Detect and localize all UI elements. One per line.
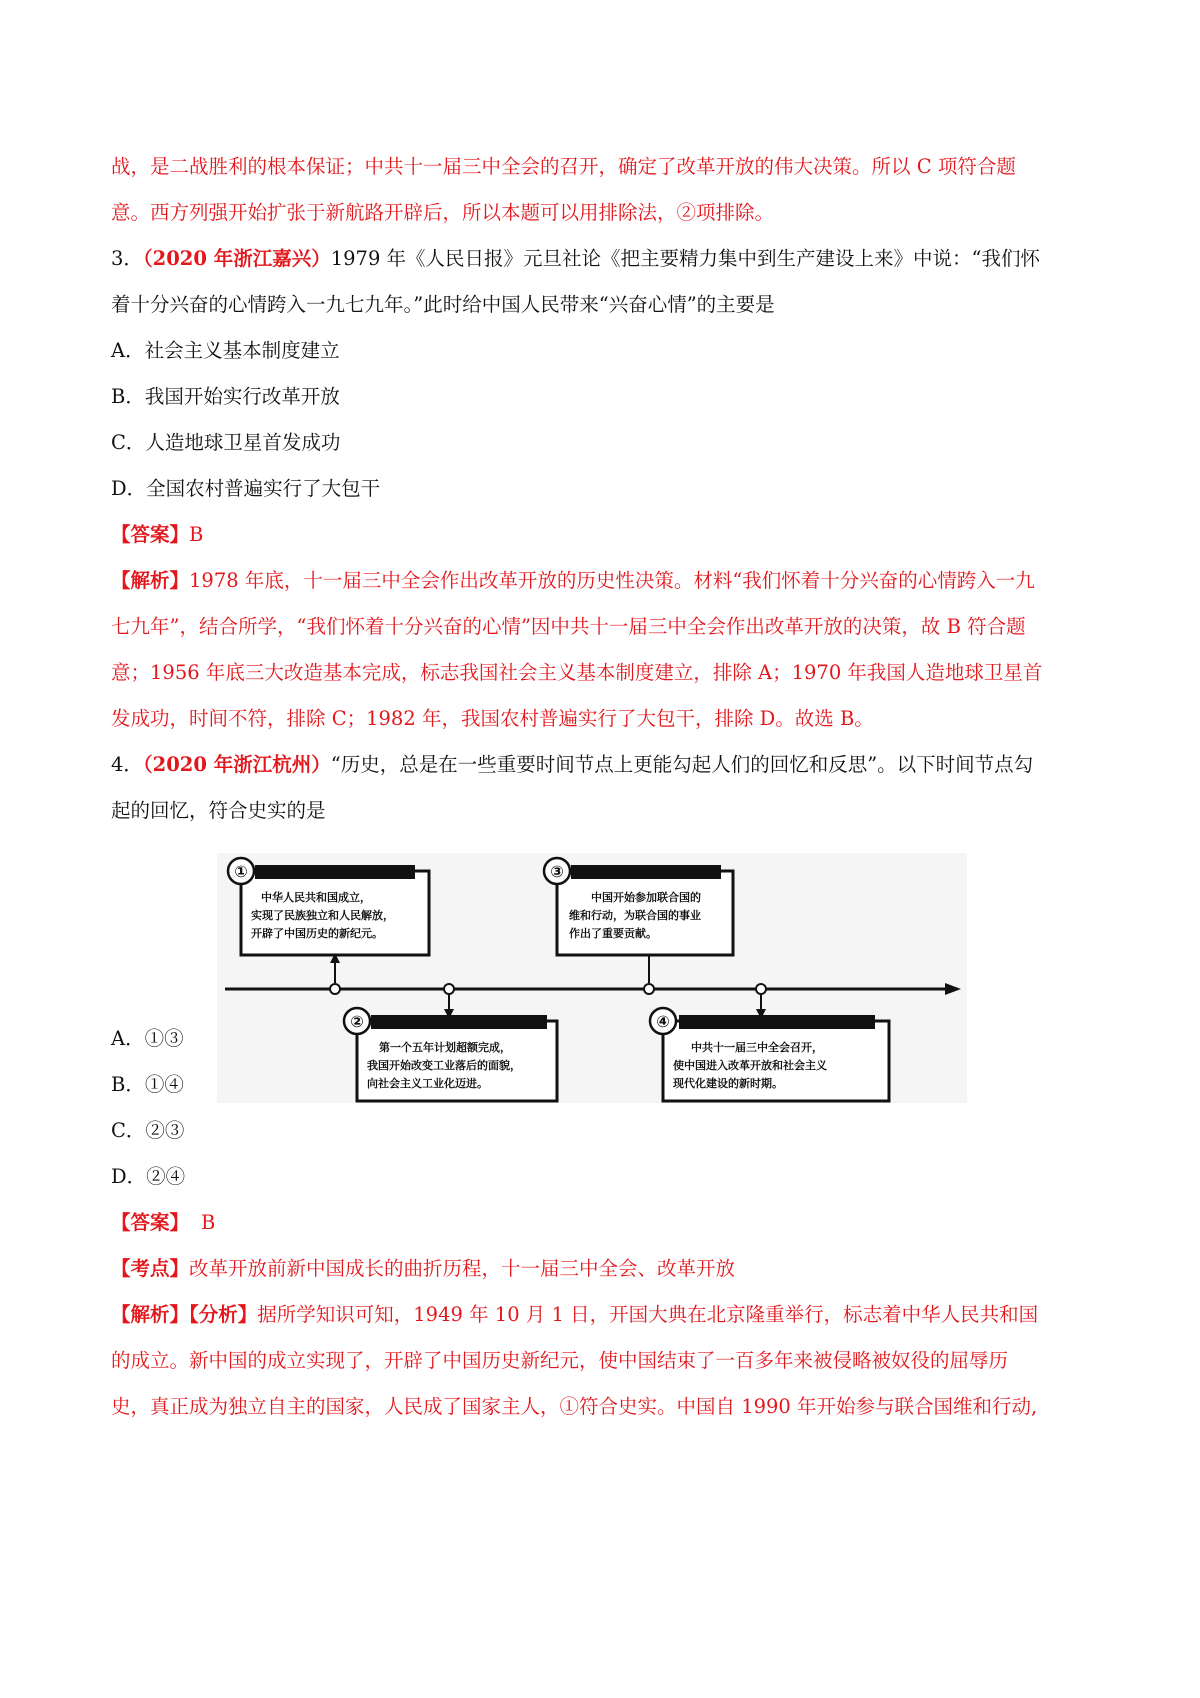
- q3-option-a: A．社会主义基本制度建立: [111, 339, 340, 362]
- q3-analysis-line-4: 发成功，时间不符，排除 C；1982 年，我国农村普遍实行了大包干，排除 D。故选 B。: [111, 707, 874, 730]
- q3-analysis-line-3: 意；1956 年底三大改造基本完成，标志我国社会主义基本制度建立，排除 A；1970 年我国人造地球卫星首: [111, 661, 1043, 684]
- q4-kaodian: [111, 1254, 735, 1284]
- q3-analysis-label: 【解析】: [111, 569, 190, 592]
- node-3-number: ③: [550, 862, 564, 881]
- node-1-number: ①: [234, 862, 248, 881]
- node-3-line-2: 维和行动，为联合国的事业: [569, 909, 701, 922]
- q3-stem-line-1: [111, 244, 1040, 274]
- q3-answer-label: 【答案】: [111, 523, 190, 546]
- q3-option-b: B．我国开始实行改革开放: [111, 385, 340, 408]
- q3-number: 3．: [111, 247, 143, 270]
- node-4-header-bar: [679, 1015, 875, 1029]
- node-1-line-2: 实现了民族独立和人民解放，: [251, 909, 394, 922]
- q4-number: 4．: [111, 753, 143, 776]
- q4-source: （2020 年浙江杭州）: [142, 753, 331, 776]
- node-4-marker: [756, 984, 766, 994]
- node-2-line-3: 向社会主义工业化迈进。: [367, 1077, 488, 1090]
- q3-source: （2020 年浙江嘉兴）: [142, 247, 331, 270]
- timeline-node-4: [650, 984, 889, 1101]
- node-2-line-1: 第一个五年计划超额完成，: [379, 1041, 511, 1054]
- node-1-line-3: 开辟了中国历史的新纪元。: [251, 927, 383, 940]
- timeline-figure: [217, 853, 967, 1103]
- timeline-node-1: [228, 858, 429, 994]
- node-4-line-1: 中共十一届三中全会召开，: [691, 1041, 823, 1054]
- q3-option-d: D．全国农村普遍实行了大包干: [111, 477, 381, 500]
- node-3-line-3: 作出了重要贡献。: [569, 927, 657, 940]
- q4-analysis-line-2: 的成立。新中国的成立实现了，开辟了中国历史新纪元，使中国结束了一百多年来被侵略被奴役的屈辱历: [111, 1349, 1009, 1372]
- q4-kaodian-label: 【考点】: [111, 1257, 190, 1280]
- node-2-line-2: 我国开始改变工业落后的面貌，: [367, 1059, 521, 1072]
- q4-analysis-label: 【解析】【分析】: [111, 1303, 258, 1326]
- node-1-header-bar: [255, 865, 415, 879]
- q4-answer-label: 【答案】: [111, 1211, 190, 1234]
- q3-stem-line-2: 着十分兴奋的心情跨入一九七九年。”此时给中国人民带来“兴奋心情”的主要是: [111, 293, 775, 316]
- q3-analysis-line-1: [111, 566, 1035, 596]
- node-2-header-bar: [371, 1015, 547, 1029]
- q4-analysis-line-1: [111, 1300, 1038, 1330]
- q4-stem-line-2: 起的回忆，符合史实的是: [111, 799, 326, 822]
- node-2-marker: [444, 984, 454, 994]
- q3-option-c: C．人造地球卫星首发成功: [111, 431, 341, 454]
- node-4-line-3: 现代化建设的新时期。: [673, 1077, 783, 1090]
- q4-option-d: D．②④: [111, 1165, 186, 1188]
- q4-kaodian-text: 改革开放前新中国成长的曲折历程，十一届三中全会、改革开放: [189, 1257, 736, 1280]
- node-4-line-2: 使中国进入改革开放和社会主义: [673, 1059, 827, 1072]
- q4-analysis-text-1: 据所学知识可知，1949 年 10 月 1 日，开国大典在北京隆重举行，标志着中华人民共和国: [257, 1303, 1039, 1326]
- q3-analysis-text-1: 1978 年底，十一届三中全会作出改革开放的历史性决策。材料“我们怀着十分兴奋的心情跨入一九: [189, 569, 1035, 592]
- q4-option-c: C．②③: [111, 1119, 185, 1142]
- q4-option-b: B．①④: [111, 1073, 184, 1096]
- prev-analysis-line-1: 战，是二战胜利的根本保证；中共十一届三中全会的召开，确定了改革开放的伟大决策。所以 C 项符合题: [111, 155, 1016, 178]
- q3-analysis-line-2: 七九年”，结合所学，“我们怀着十分兴奋的心情”因中共十一届三中全会作出改革开放的决策，故 B 符合题: [111, 615, 1026, 638]
- q4-answer-value: B: [201, 1211, 216, 1234]
- q3-answer-value: B: [189, 523, 204, 546]
- node-4-number: ④: [656, 1012, 670, 1031]
- q3-answer: [111, 520, 203, 550]
- node-1-marker: [330, 984, 340, 994]
- node-1-line-1: 中华人民共和国成立，: [261, 891, 371, 904]
- node-3-header-bar: [571, 865, 721, 879]
- timeline-svg: [217, 853, 967, 1103]
- timeline-arrow-icon: [945, 983, 961, 995]
- q4-stem-text-1: “历史，总是在一些重要时间节点上更能勾起人们的回忆和反思”。以下时间节点勾: [330, 753, 1034, 776]
- node-3-line-1: 中国开始参加联合国的: [591, 891, 701, 904]
- timeline-node-3: [544, 858, 733, 994]
- q4-answer: [111, 1208, 215, 1238]
- node-2-number: ②: [350, 1012, 364, 1031]
- q3-stem-text-1: 1979 年《人民日报》元旦社论《把主要精力集中到生产建设上来》中说：“我们怀: [330, 247, 1041, 270]
- node-3-marker: [644, 984, 654, 994]
- q4-option-a: A．①③: [111, 1027, 184, 1050]
- q4-analysis-line-3: 史，真正成为独立自主的国家，人民成了国家主人，①符合史实。中国自 1990 年开始参与联合国维和行动,: [111, 1395, 1038, 1418]
- timeline-node-2: [344, 984, 557, 1101]
- prev-analysis-line-2: 意。西方列强开始扩张于新航路开辟后，所以本题可以用排除法，②项排除。: [111, 201, 775, 224]
- q4-stem-line-1: [111, 750, 1033, 780]
